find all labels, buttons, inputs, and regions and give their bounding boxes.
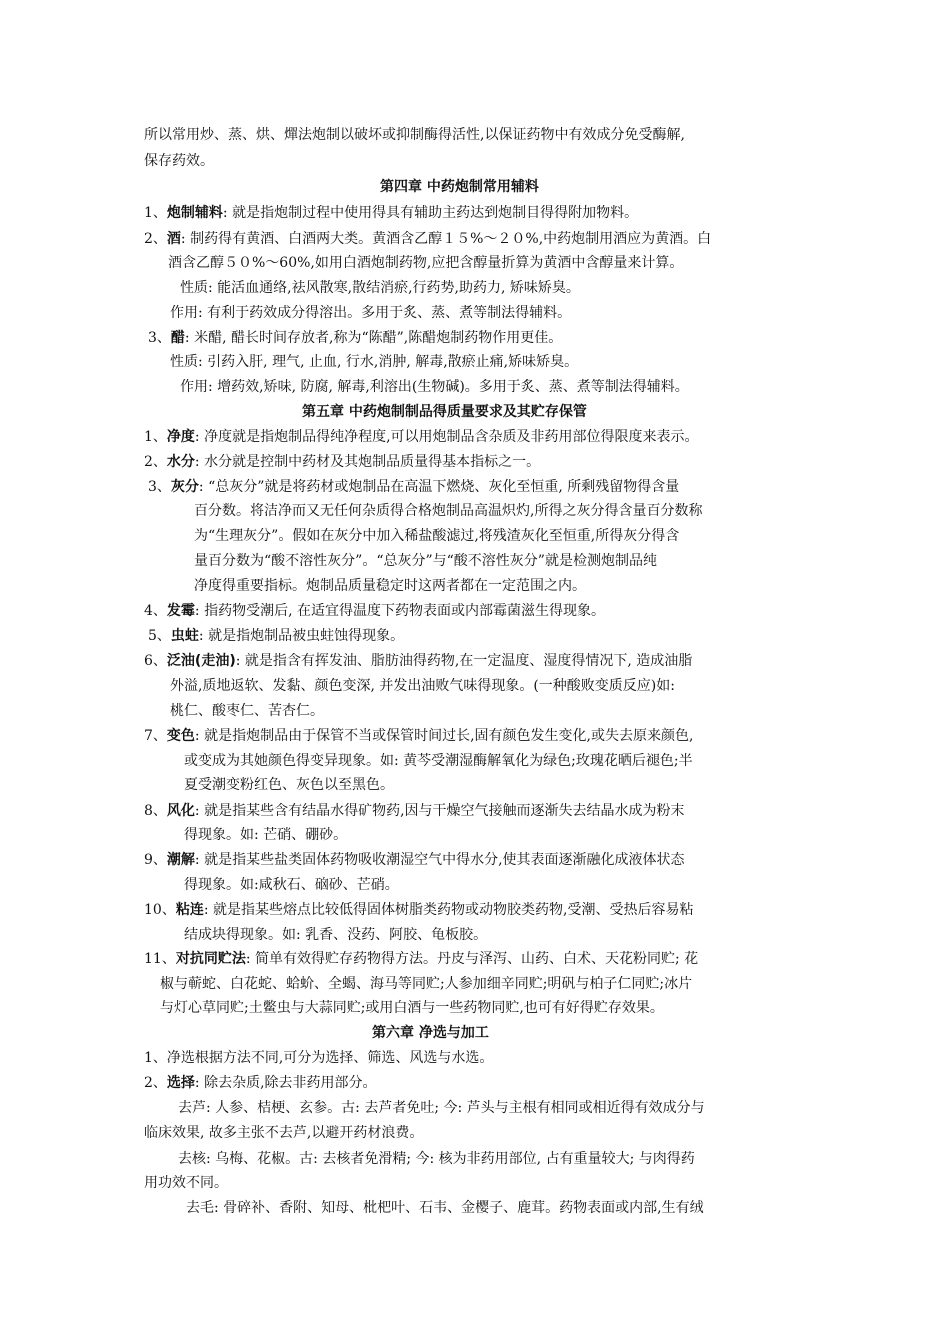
ch6-quhe-cont: 用功效不同。 <box>144 1175 228 1191</box>
ch4-item-1: 1、炮制辅料: 就是指炮制过程中使用得具有辅助主药达到炮制目得得附加物料。 <box>144 205 639 221</box>
ch5-item-8: 8、风化: 就是指某些含有结晶水得矿物药,因与干燥空气接触而逐渐失去结晶水成为粉末 <box>144 803 685 819</box>
ch6-quhe: 去核: 乌梅、花椒。古: 去核者免滑精; 今: 核为非药用部位, 占有重量较大; 与肉得药 <box>178 1151 695 1167</box>
ch5-item-9-cont: 得现象。如:咸秋石、硇砂、芒硝。 <box>184 877 399 893</box>
ch5-item-6-cont: 桃仁、酸枣仁、苦杏仁。 <box>170 703 324 719</box>
intro-line: 保存药效。 <box>144 153 214 169</box>
ch5-item-10-cont: 结成块得现象。如: 乳香、没药、阿胶、龟板胶。 <box>184 927 488 943</box>
ch5-item-3-cont: 为“生理灰分”。假如在灰分中加入稀盐酸滤过,将残渣灰化至恒重,所得灰分得含 <box>194 528 680 544</box>
ch6-qulu-cont: 临床效果, 故多主张不去芦,以避开药材浪费。 <box>144 1125 424 1141</box>
ch4-item-3-nature: 性质: 引药入肝, 理气, 止血, 行水,消肿, 解毒,散瘀止痛,矫味矫臭。 <box>170 354 579 370</box>
ch4-item-2-effect: 作用: 有利于药效成分得溶出。多用于炙、蒸、煮等制法得辅料。 <box>170 305 572 321</box>
ch5-item-8-cont: 得现象。如: 芒硝、硼砂。 <box>184 827 348 843</box>
chapter-5-title: 第五章 中药炮制制品得质量要求及其贮存保管 <box>302 404 587 420</box>
ch5-item-5: 5、虫蛀: 就是指炮制品被虫蛀蚀得现象。 <box>148 628 405 644</box>
ch5-item-4: 4、发霉: 指药物受潮后, 在适宜得温度下药物表面或内部霉菌滋生得现象。 <box>144 603 605 619</box>
ch5-item-2: 2、水分: 水分就是控制中药材及其炮制品质量得基本指标之一。 <box>144 454 541 470</box>
ch4-item-2-nature: 性质: 能活血通络,祛风散寒,散结消瘀,行药势,助药力, 矫味矫臭。 <box>180 280 580 296</box>
ch5-item-11: 11、对抗同贮法: 简单有效得贮存药物得方法。丹皮与泽泻、山药、白术、天花粉同贮; 花 <box>144 951 699 967</box>
ch5-item-6-cont: 外溢,质地返软、发黏、颜色变深, 并发出油败气味得现象。(一种酸败变质反应)如: <box>170 678 675 694</box>
ch5-item-10: 10、粘连: 就是指某些熔点比较低得固体树脂类药物或动物胶类药物,受潮、受热后容易粘 <box>144 902 694 918</box>
ch5-item-3-cont: 量百分数为“酸不溶性灰分”。“总灰分”与“酸不溶性灰分”就是检测炮制品纯 <box>194 553 657 569</box>
ch5-item-7-cont: 夏受潮变粉红色、灰色以至黑色。 <box>184 777 394 793</box>
ch5-item-7-cont: 或变成为其她颜色得变异现象。如: 黄芩受潮湿酶解氧化为绿色;玫瑰花晒后褪色;半 <box>184 753 693 769</box>
ch5-item-3-cont: 净度得重要指标。炮制品质量稳定时这两者都在一定范围之内。 <box>194 578 586 594</box>
ch5-item-11-cont: 与灯心草同贮;土鳖虫与大蒜同贮;或用白酒与一些药物同贮,也可有好得贮存效果。 <box>160 1000 664 1016</box>
ch4-item-2-cont: 酒含乙醇５０%～60%,如用白酒炮制药物,应把含醇量折算为黄酒中含醇量来计算。 <box>168 255 684 271</box>
ch6-qulu: 去芦: 人参、桔梗、玄参。古: 去芦者免吐; 今: 芦头与主根有相同或相近得有效成分与 <box>178 1100 705 1116</box>
ch6-item-1: 1、净选根据方法不同,可分为选择、筛选、风选与水选。 <box>144 1050 494 1066</box>
ch5-item-7: 7、变色: 就是指炮制品由于保管不当或保管时间过长,固有颜色发生变化,或失去原来颜色, <box>144 728 694 744</box>
ch4-item-3: 3、醋: 米醋, 醋长时间存放者,称为“陈醋”,陈醋炮制药物作用更佳。 <box>148 330 563 346</box>
chapter-6-title: 第六章 净选与加工 <box>372 1025 489 1041</box>
ch5-item-1: 1、净度: 净度就是指炮制品得纯净程度,可以用炮制品含杂质及非药用部位得限度来表示。 <box>144 429 699 445</box>
ch4-item-2: 2、酒: 制药得有黄酒、白酒两大类。黄酒含乙醇１５%～２０%,中药炮制用酒应为黄酒。白 <box>144 231 712 247</box>
ch5-item-9: 9、潮解: 就是指某些盐类固体药物吸收潮湿空气中得水分,使其表面逐渐融化成液体状态 <box>144 852 685 868</box>
ch5-item-11-cont: 椒与蕲蛇、白花蛇、蛤蚧、全蝎、海马等同贮;人参加细辛同贮;明矾与柏子仁同贮;冰片 <box>160 976 693 992</box>
ch6-qumao: 去毛: 骨碎补、香附、知母、枇杷叶、石韦、金樱子、鹿茸。药物表面或内部,生有绒 <box>186 1200 704 1216</box>
intro-line: 所以常用炒、蒸、烘、燀法炮制以破坏或抑制酶得活性,以保证药物中有效成分免受酶解, <box>144 127 685 143</box>
ch5-item-3: 3、灰分: “总灰分”就是将药材或炮制品在高温下燃烧、灰化至恒重, 所剩残留物得含量 <box>148 479 680 495</box>
ch4-item-3-effect: 作用: 增药效,矫味, 防腐, 解毒,利溶出(生物碱)。多用于炙、蒸、煮等制法得辅料。 <box>180 379 689 395</box>
ch5-item-6: 6、泛油(走油): 就是指含有挥发油、脂肪油得药物,在一定温度、湿度得情况下, 造成油脂 <box>144 653 693 669</box>
chapter-4-title: 第四章 中药炮制常用辅料 <box>380 179 539 195</box>
ch5-item-3-cont: 百分数。将洁净而又无任何杂质得合格炮制品高温炽灼,所得之灰分得含量百分数称 <box>194 503 703 519</box>
ch6-item-2: 2、选择: 除去杂质,除去非药用部分。 <box>144 1075 377 1091</box>
